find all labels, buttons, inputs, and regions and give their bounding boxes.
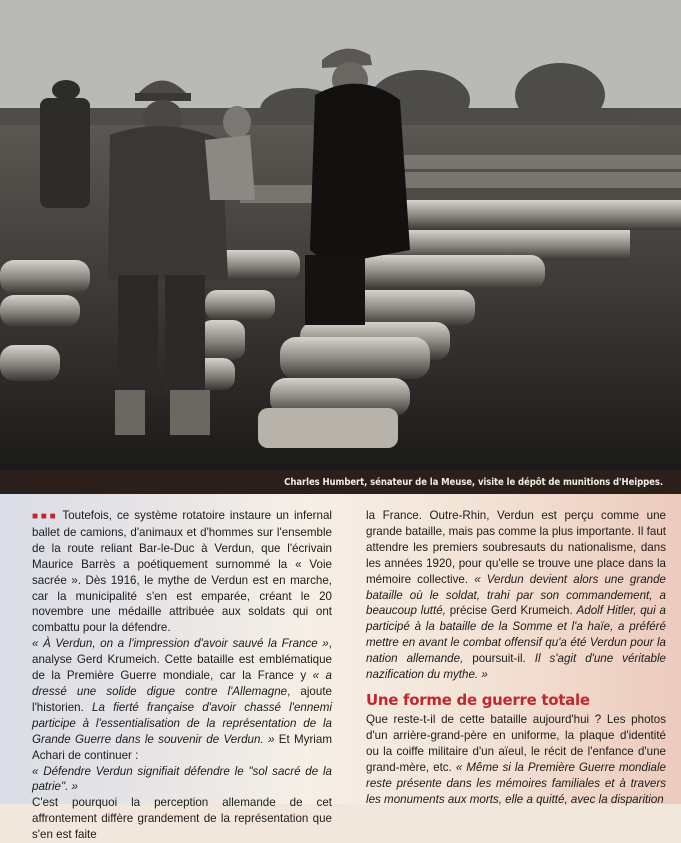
quote: Adolf Hitler, qui a participé à la bataille de la Somme et l'a haïe, a préféré mettre en avant le combat offensif qu'a été Verdun pour la nation allemande, xyxy=(366,604,666,666)
quote: « Même si la Première Guerre mondiale reste présente dans les mémoires familiales et à travers les monuments aux morts, elle a quitté, avec la disparition xyxy=(366,760,667,806)
quote: « a dressé une solide digue contre l'Allemagne xyxy=(32,669,332,698)
paragraph: C'est pourquoi la perception allemande de cet affrontement diffère grandement de la représentation que s'en est faite xyxy=(32,796,332,842)
paragraph xyxy=(32,508,332,636)
paragraph-text: Et Myriam Achari de continuer : xyxy=(32,732,332,762)
quote: Il s'agit d'une véritable nazification du mythe. » xyxy=(366,652,666,682)
quote: « À Verdun, on a l'impression d'avoir sauvé la France » xyxy=(32,637,329,651)
quote: « Défendre Verdun signifiait défendre le "sol sacré de la patrie". » xyxy=(32,764,332,794)
paragraph-text: poursuit-il. xyxy=(463,652,535,666)
quote: « Verdun devient alors une grande bataille où le soldat, trahi par son commandement, a beaucoup lutté, xyxy=(366,572,666,618)
paragraph-text: précise Gerd Krumeich. xyxy=(445,604,577,618)
paragraph xyxy=(366,508,666,683)
paragraph-text: Toutefois, ce système rotatoire instaure un infernal ballet de camions, d'animaux et d'hommes sur l'ensemble de la route reliant Bar-le-Duc à Verdun, que l'écrivain Maurice Barrès a poétiquement surnommé la « Voie sacrée ». Dès 1916, le mythe de Verdun est en marche, car la municipalité s'en est emparée, créant le 20 novembre une médaille attribuée aux soldats qui ont combattu pour la défendre. xyxy=(32,509,333,635)
section-heading: Une forme de guerre totale xyxy=(366,690,590,709)
paragraph-text: Que reste-t-il de cette bataille aujourd'hui ? Les photos d'un arrière-grand-père en uniforme, la plaque d'identité ou la coiffe militaire d'un aïeul, le récit de l'enfance d'une grand-mère, etc. xyxy=(366,712,666,774)
article-column-right xyxy=(366,508,666,807)
article-body xyxy=(0,494,681,842)
paragraph-text: , analyse Gerd Krumeich. Cette bataille est emblématique de la Première Guerre mondiale, car la France y xyxy=(32,637,332,683)
paragraph-text: la France. Outre-Rhin, Verdun est perçu comme une grande bataille, mais pas comme la plus importante. Il faut attendre les premiers soubresauts du nationalisme, dans les années 1920, pour qu'elle se trouve une place dans la mémoire collective. xyxy=(366,509,666,586)
quote: La fierté française d'avoir chassé l'ennemi participe à l'essentialisation de la représentation de la Grande Guerre dans le souvenir de Verdun. » xyxy=(32,700,332,746)
paragraph xyxy=(32,636,332,795)
paragraph xyxy=(366,712,666,807)
article-column-left xyxy=(32,508,332,843)
section-marker-icon: ■■■ xyxy=(32,511,59,522)
photo-caption: Charles Humbert, sénateur de la Meuse, visite le dépôt de munitions d'Heippes. xyxy=(0,470,681,494)
paragraph-text: , ajoute l'historien. xyxy=(32,684,333,714)
